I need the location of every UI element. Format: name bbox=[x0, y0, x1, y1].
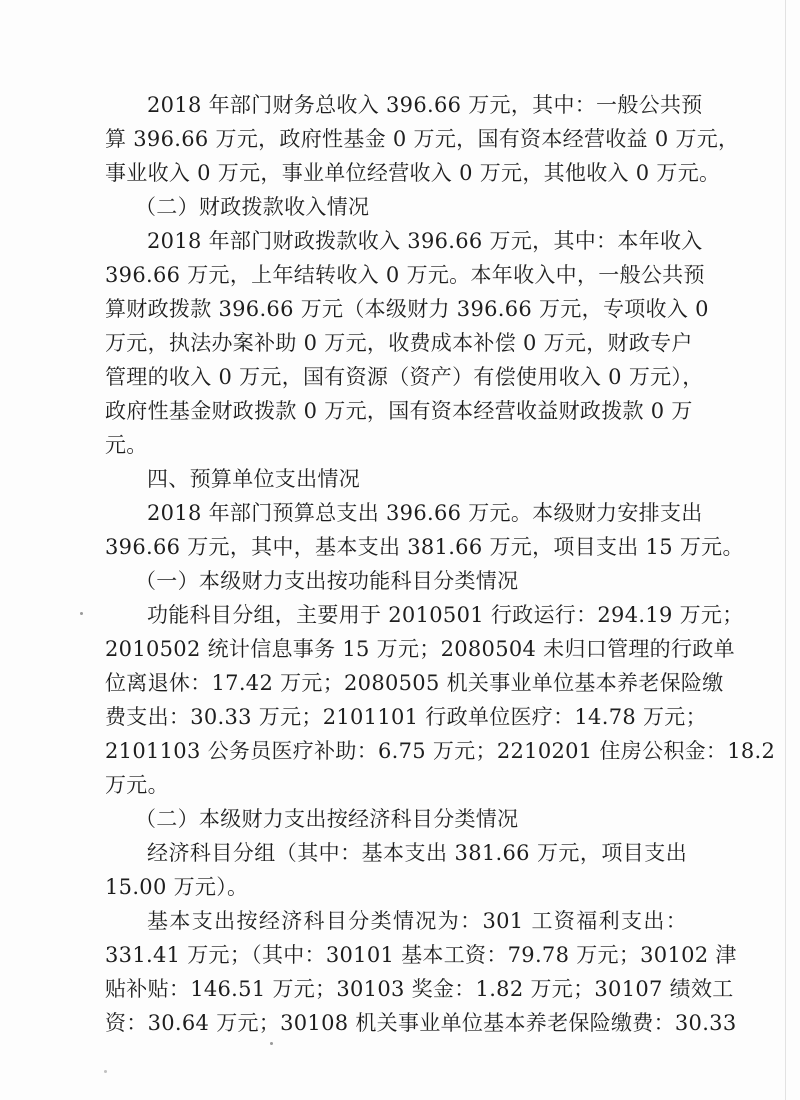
paragraph-line: 事业收入 0 万元，事业单位经营收入 0 万元，其他收入 0 万元。 bbox=[105, 161, 721, 185]
paragraph-line: 算 396.66 万元，政府性基金 0 万元，国有资本经营收益 0 万元， bbox=[105, 127, 740, 151]
paragraph-line: 2010502 统计信息事务 15 万元；2080504 未归口管理的行政单 bbox=[105, 637, 735, 661]
paragraph-line: 2101103 公务员医疗补助：6.75 万元；2210201 住房公积金：18.2 bbox=[105, 739, 776, 763]
paragraph-line: 2018 年部门财政拨款收入 396.66 万元，其中：本年收入 bbox=[147, 229, 703, 253]
section-heading: 四、预算单位支出情况 bbox=[147, 467, 360, 491]
scan-speck bbox=[270, 1042, 273, 1045]
section-heading: （二）财政拨款收入情况 bbox=[135, 195, 370, 219]
paragraph-line: 万元。 bbox=[105, 773, 169, 797]
scan-edge bbox=[785, 0, 786, 1100]
paragraph-line: 资：30.64 万元；30108 机关事业单位基本养老保险缴费：30.33 bbox=[105, 1011, 737, 1035]
paragraph-line: 2018 年部门财务总收入 396.66 万元，其中：一般公共预 bbox=[147, 93, 703, 117]
paragraph-line: 331.41 万元；（其中：30101 基本工资：79.78 万元；30102 津 bbox=[105, 943, 737, 967]
section-heading: （一）本级财力支出按功能科目分类情况 bbox=[135, 569, 519, 593]
paragraph-line: 396.66 万元，其中，基本支出 381.66 万元，项目支出 15 万元。 bbox=[105, 535, 744, 559]
paragraph-line: 费支出：30.33 万元；2101101 行政单位医疗：14.78 万元； bbox=[105, 705, 707, 729]
paragraph-line: 位离退休：17.42 万元；2080505 机关事业单位基本养老保险缴 bbox=[105, 671, 724, 695]
paragraph-line: 15.00 万元）。 bbox=[105, 875, 249, 899]
paragraph-line: 2018 年部门预算总支出 396.66 万元。本级财力安排支出 bbox=[147, 501, 703, 525]
paragraph-line: 经济科目分组（其中：基本支出 381.66 万元，项目支出 bbox=[147, 841, 687, 865]
paragraph-line: 396.66 万元，上年结转收入 0 万元。本年收入中，一般公共预 bbox=[105, 263, 705, 287]
paragraph-line: 算财政拨款 396.66 万元（本级财力 396.66 万元，专项收入 0 bbox=[105, 297, 709, 321]
paragraph-line: 管理的收入 0 万元，国有资源（资产）有偿使用收入 0 万元）， bbox=[105, 365, 704, 389]
paragraph-line: 元。 bbox=[105, 433, 148, 457]
scan-speck bbox=[104, 1070, 107, 1073]
paragraph-line: 万元，执法办案补助 0 万元，收费成本补偿 0 万元，财政专户 bbox=[105, 331, 693, 355]
section-heading: （二）本级财力支出按经济科目分类情况 bbox=[135, 807, 519, 831]
paragraph-line: 贴补贴：146.51 万元；30103 奖金：1.82 万元；30107 绩效工 bbox=[105, 977, 734, 1001]
paragraph-line: 基本支出按经济科目分类情况为：301 工资福利支出： bbox=[147, 909, 687, 933]
paragraph-line: 功能科目分组，主要用于 2010501 行政运行：294.19 万元； bbox=[147, 603, 744, 627]
paragraph-line: 政府性基金财政拨款 0 万元，国有资本经营收益财政拨款 0 万 bbox=[105, 399, 693, 423]
scan-speck bbox=[80, 612, 83, 615]
